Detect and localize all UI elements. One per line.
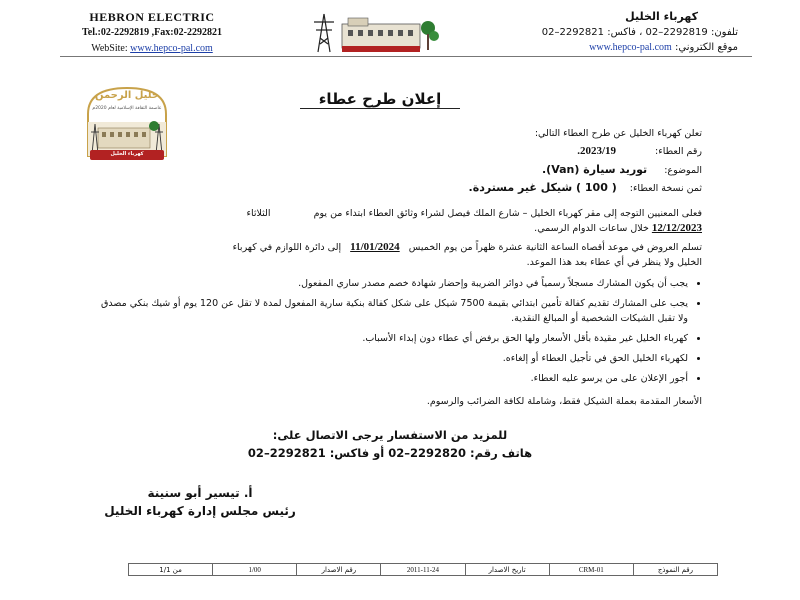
purchase-day: الثلاثاء xyxy=(246,208,271,219)
contact-line-1: للمزيد من الاستفسار يرجى الاتصال على: xyxy=(272,428,508,442)
submission-text-b: إلى دائرة اللوازم في كهرباء xyxy=(232,242,342,253)
list-item: • يجب على المشارك تقديم كفالة تأمين ابتدائي بقيمة 7500 شيكل على شكل كفالة بنكية سارية المفعول لمدة لا تقل عن 120 يوم أو شيك بنكي مصدق ولا تقبل الشيكات الشخصية أو المبالغ النقدية. xyxy=(96,296,688,326)
header-divider xyxy=(60,56,752,57)
hebron-emblem xyxy=(84,84,170,170)
conditions-list xyxy=(96,276,702,391)
website-link-en[interactable]: www.hepco-pal.com xyxy=(130,43,213,54)
phone-fax-en: Tel.:02-2292819 ,Fax:02-2292821 xyxy=(82,27,222,38)
emblem-banner: كهرباء الخليل xyxy=(110,151,144,157)
tender-subject-row xyxy=(300,162,702,178)
list-item: • كهرباء الخليل غير مقيدة بأقل الأسعار ولها الحق برفض أي عطاء دون إبداء الأسباب. xyxy=(96,331,688,346)
intro-text: تعلن كهرباء الخليل عن طرح العطاء التالي: xyxy=(534,128,702,139)
document-footer xyxy=(128,563,718,576)
website-line-ar xyxy=(498,42,738,53)
footer-form-value: CRM-01 xyxy=(578,565,604,574)
tender-subject-label: الموضوع: xyxy=(664,165,702,176)
submission-text-a: تسلم العروض في موعد أقصاه الساعة الثانية عشرة ظهراً من يوم الخميس xyxy=(408,242,702,253)
submission-date: 11/01/2024 xyxy=(350,241,400,253)
submission-paragraph xyxy=(96,240,702,270)
emblem-subtitle: عاصمة الثقافة الإسلامية لعام 2020م xyxy=(92,106,162,111)
emblem-title: خليل الرحمن xyxy=(94,90,160,101)
footer-page-value: 1/1 من xyxy=(159,565,182,574)
footer-date-value: 2011-11-24 xyxy=(406,565,440,574)
signatory-name: أ. تيسير أبو سنينة xyxy=(147,486,253,500)
purchase-paragraph xyxy=(96,206,702,236)
footer-form-label: رقم النموذج xyxy=(657,565,693,574)
website-label-ar: موقع الكتروني: xyxy=(674,42,738,53)
phone-fax-ar: تلفون: 2292819–02 ، فاكس: 2292821–02 xyxy=(541,27,738,38)
company-name-ar: كهرباء الخليل xyxy=(625,10,698,23)
page-title: إعلان طرح عطاء xyxy=(300,90,460,109)
tender-price-label: ثمن نسخة العطاء: xyxy=(629,183,702,194)
header-right xyxy=(498,10,738,53)
purchase-text-b: خلال ساعات الدوام الرسمي. xyxy=(534,223,649,234)
tender-price-row xyxy=(300,180,702,196)
company-name-en: HEBRON ELECTRIC xyxy=(89,10,215,24)
contact-line-2: هاتف رقم: 2292820–02 أو فاكس: 2292821–02 xyxy=(247,446,533,460)
footer-date-label: تاريخ الاصدار xyxy=(488,565,526,574)
pylon-building-logo-icon xyxy=(308,10,440,54)
website-line-en xyxy=(62,43,242,54)
tender-number-value: 2023/19. xyxy=(577,145,617,157)
prices-note: الأسعار المقدمة بعملة الشيكل فقط، وشاملة لكافة الضرائب والرسوم. xyxy=(426,396,702,407)
footer-version-label-cell xyxy=(296,564,380,575)
footer-version-value: 1/00 xyxy=(248,565,261,574)
signature-block xyxy=(80,484,320,520)
footer-date-cell xyxy=(380,564,464,575)
header-left xyxy=(62,10,242,54)
submission-text-c: الخليل ولا ينظر في أي عطاء بعد هذا الموعد. xyxy=(526,257,702,268)
signatory-title: رئيس مجلس إدارة كهرباء الخليل xyxy=(104,504,296,518)
list-item: • يجب أن يكون المشارك مسجلاً رسمياً في دوائر الضريبة وإحضار شهادة خصم مصدر ساري المفعول. xyxy=(96,276,688,291)
tender-number-row xyxy=(300,144,702,159)
tender-price-value: ( 100 ) شيكل غير مستردة. xyxy=(468,181,617,194)
website-label-en: WebSite: xyxy=(91,43,128,54)
list-item: • لكهرباء الخليل الحق في تأجيل العطاء أو إلغاءه. xyxy=(96,351,688,366)
footer-form-cell xyxy=(549,564,633,575)
website-link-ar[interactable]: www.hepco-pal.com xyxy=(589,42,672,53)
footer-form-label-cell xyxy=(633,564,717,575)
tender-subject-value: توريد سيارة (Van). xyxy=(542,163,648,176)
list-item: • أجور الإعلان على من يرسو عليه العطاء. xyxy=(96,371,688,386)
contact-block xyxy=(200,426,580,462)
footer-page-cell xyxy=(129,564,212,575)
footer-version-label: رقم الاصدار xyxy=(321,565,357,574)
purchase-text-a: فعلى المعنيين التوجه إلى مقر كهرباء الخليل – شارع الملك فيصل لشراء وثائق العطاء ابتداء من يوم xyxy=(313,208,702,219)
footer-date-label-cell xyxy=(465,564,549,575)
footer-version-cell xyxy=(212,564,296,575)
company-logo xyxy=(308,10,440,54)
purchase-date: 12/12/2023 xyxy=(651,222,702,234)
tender-number-label: رقم العطاء: xyxy=(655,146,702,157)
